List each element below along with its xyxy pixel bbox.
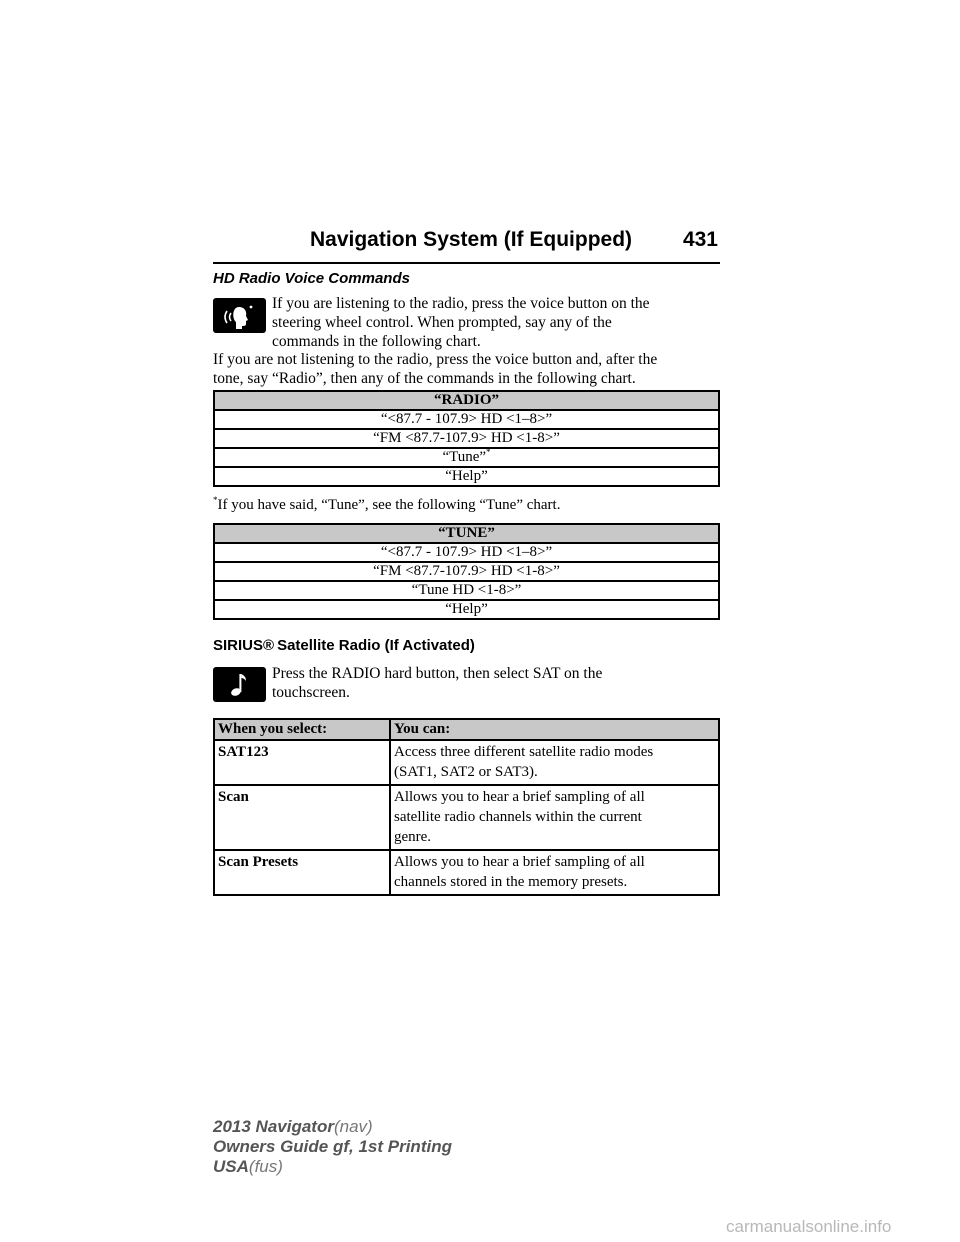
table-row: “Help” [214,600,719,619]
hd-radio-paragraph: If you are not listening to the radio, press the voice button and, after the tone, say “Radio”, then any of the commands in the following chart. [213,351,658,387]
tune-table-header: “TUNE” [214,524,719,543]
page-number: 431 [682,228,718,251]
table-row: SAT123 Access three different satellite radio modes (SAT1, SAT2 or SAT3). [214,740,719,785]
sirius-section-title: SIRIUS® Satellite Radio (If Activated) [213,637,475,654]
music-note-icon [213,667,266,702]
footnote-marker: * [486,447,491,457]
radio-table-header: “RADIO” [214,391,719,410]
sat-col-header-select: When you select: [214,719,390,740]
table-row: “Help” [214,467,719,486]
page-title: Navigation System (If Equipped) [310,228,633,251]
header-rule [213,262,720,264]
sirius-intro: Press the RADIO hard button, then select SAT on the touchscreen. [272,665,603,701]
table-row: “FM <87.7-107.9> HD <1-8>” [214,562,719,581]
table-row: Scan Allows you to hear a brief sampling of all satellite radio channels within the current genre. [214,785,719,850]
footnote: *If you have said, “Tune”, see the following “Tune” chart. [213,495,561,513]
voice-icon [213,298,266,333]
satellite-table [213,718,720,896]
page-footer: 2013 Navigator(nav) Owners Guide gf, 1st Printing USA(fus) [213,1117,452,1176]
radio-command-table [213,390,720,487]
sat-col-header-can: You can: [390,719,719,740]
table-row: “<87.7 - 107.9> HD <1–8>” [214,543,719,562]
tune-command-table [213,523,720,620]
table-row: “Tune HD <1-8>” [214,581,719,600]
table-row: “Tune”* [214,448,719,467]
table-row: Scan Presets Allows you to hear a brief sampling of all channels stored in the memory presets. [214,850,719,895]
hd-radio-section-title: HD Radio Voice Commands [213,270,410,287]
table-row: “FM <87.7-107.9> HD <1-8>” [214,429,719,448]
table-row: “<87.7 - 107.9> HD <1–8>” [214,410,719,429]
page-header [310,226,720,262]
hd-radio-intro: If you are listening to the radio, press the voice button on the steering wheel control. When prompted, say any of the commands in the following chart. [272,295,650,350]
watermark: carmanualsonline.info [726,1217,892,1236]
